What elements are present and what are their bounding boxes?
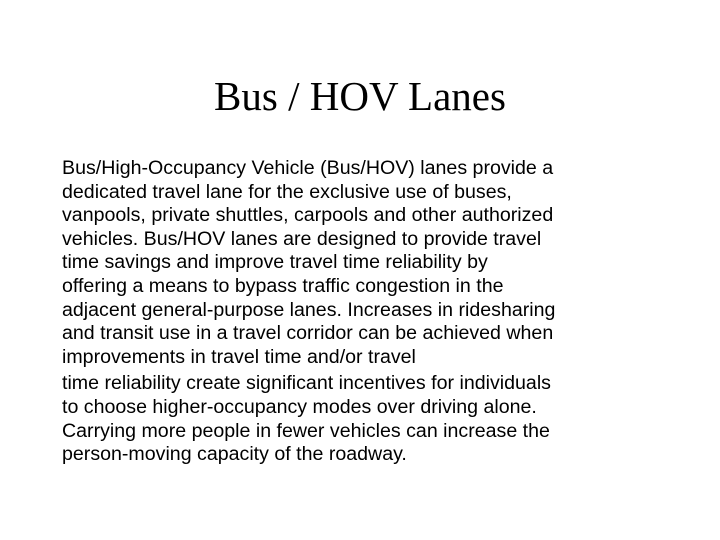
text-line: dedicated travel lane for the exclusive use of buses, xyxy=(62,180,512,203)
text-line: to choose higher-occupancy modes over driving alone. xyxy=(62,395,537,418)
text-line: adjacent general-purpose lanes. Increases in ridesharing xyxy=(62,298,556,321)
text-line: time savings and improve travel time reliability by xyxy=(62,251,488,274)
text-line: time reliability create significant incentives for individuals xyxy=(62,372,551,395)
slide-title: Bus / HOV Lanes xyxy=(214,73,506,119)
text-line: Bus/High-Occupancy Vehicle (Bus/HOV) lanes provide a xyxy=(62,157,554,179)
text-line: Carrying more people in fewer vehicles can increase the xyxy=(62,419,550,442)
text-line: and transit use in a travel corridor can be achieved when xyxy=(62,322,554,345)
text-line: offering a means to bypass traffic congestion in the xyxy=(62,274,504,297)
paragraph xyxy=(62,372,682,466)
text-line: vehicles. Bus/HOV lanes are designed to provide travel xyxy=(62,227,542,250)
slide-body xyxy=(62,157,682,467)
text-line: person-moving capacity of the roadway. xyxy=(62,443,407,466)
text-line: improvements in travel time and/or travel xyxy=(62,345,416,368)
paragraph xyxy=(62,157,682,369)
text-line: vanpools, private shuttles, carpools and other authorized xyxy=(62,204,554,227)
